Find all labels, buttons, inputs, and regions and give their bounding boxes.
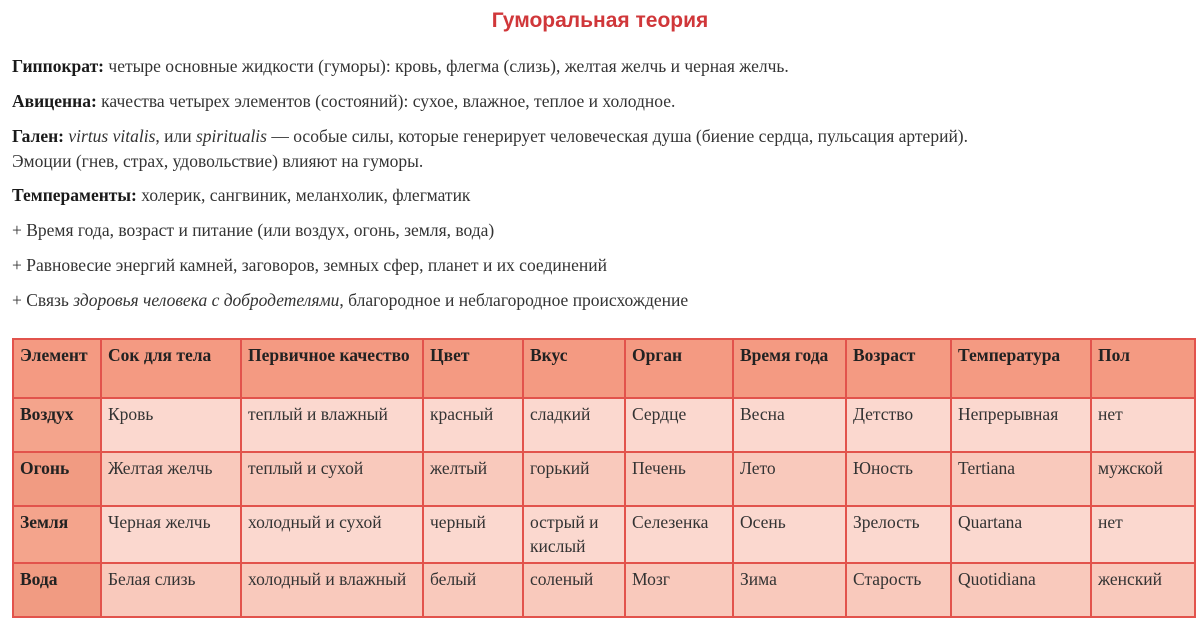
table-cell-element: Воздух <box>13 398 101 452</box>
plus-line-3 <box>12 288 1192 313</box>
header-age: Возраст <box>846 339 951 398</box>
table-cell: нет <box>1091 506 1195 563</box>
table-cell: желтый <box>423 452 523 506</box>
header-primary-quality: Первичное качество <box>241 339 423 398</box>
table-cell: Селезенка <box>625 506 733 563</box>
plus-line-3-suffix: , благородное и неблагородное происхождение <box>339 290 689 310</box>
header-body-fluid: Сок для тела <box>101 339 241 398</box>
temperaments-paragraph <box>12 183 1192 208</box>
table-cell: холодный и сухой <box>241 506 423 563</box>
table-cell: Мозг <box>625 563 733 617</box>
galen-paragraph <box>12 124 1192 174</box>
table-cell: острый и кислый <box>523 506 625 563</box>
plus-line-3-italic: здоровья человека с добродетелями <box>73 290 340 310</box>
table-header-row <box>13 339 1195 398</box>
plus-line-3-prefix: + Связь <box>12 290 74 310</box>
table-cell: Зрелость <box>846 506 951 563</box>
table-row <box>13 398 1195 452</box>
table-cell: Quartana <box>951 506 1091 563</box>
table-cell: Желтая желчь <box>101 452 241 506</box>
table-cell: черный <box>423 506 523 563</box>
table-cell: Осень <box>733 506 846 563</box>
header-temperature: Температура <box>951 339 1091 398</box>
header-organ: Орган <box>625 339 733 398</box>
table-cell: Сердце <box>625 398 733 452</box>
temperaments-label: Темпераменты: <box>12 185 137 205</box>
table-cell: холодный и влажный <box>241 563 423 617</box>
table-cell-element: Вода <box>13 563 101 617</box>
table-cell: Черная желчь <box>101 506 241 563</box>
avicenna-paragraph <box>12 89 1192 114</box>
table-cell: Кровь <box>101 398 241 452</box>
galen-text: — особые силы, которые генерирует человеческая душа (биение сердца, пульсация артерий). <box>266 126 969 146</box>
table-cell: Белая слизь <box>101 563 241 617</box>
table-cell: мужской <box>1091 452 1195 506</box>
table-cell: Весна <box>733 398 846 452</box>
table-row <box>13 563 1195 617</box>
header-season: Время года <box>733 339 846 398</box>
table-cell: Печень <box>625 452 733 506</box>
galen-term-2: spiritualis <box>195 126 267 146</box>
galen-text-line2: Эмоции (гнев, страх, удовольствие) влияют на гуморы. <box>12 151 424 171</box>
table-cell: Лето <box>733 452 846 506</box>
table-cell: белый <box>423 563 523 617</box>
table-cell: сладкий <box>523 398 625 452</box>
table-row <box>13 506 1195 563</box>
galen-label: Гален: <box>12 126 64 146</box>
page-title: Гуморальная теория <box>491 9 709 32</box>
table-cell: соленый <box>523 563 625 617</box>
hippocrates-text: четыре основные жидкости (гуморы): кровь, флегма (слизь), желтая желчь и черная желчь. <box>104 56 789 76</box>
plus-line-2: + Равновесие энергий камней, заговоров, земных сфер, планет и их соединений <box>12 255 607 275</box>
header-element: Элемент <box>13 339 101 398</box>
header-color: Цвет <box>423 339 523 398</box>
humor-table <box>12 338 1196 618</box>
table-cell: Старость <box>846 563 951 617</box>
table-cell: Непрерывная <box>951 398 1091 452</box>
avicenna-label: Авиценна: <box>12 91 97 111</box>
avicenna-text: качества четырех элементов (состояний): сухое, влажное, теплое и холодное. <box>96 91 676 111</box>
galen-connector: , или <box>155 126 196 146</box>
table-row <box>13 452 1195 506</box>
temperaments-text: холерик, сангвиник, меланхолик, флегматик <box>136 185 471 205</box>
table-cell-element: Огонь <box>13 452 101 506</box>
hippocrates-label: Гиппократ: <box>12 56 105 76</box>
table-cell: Tertiana <box>951 452 1091 506</box>
table-cell: горький <box>523 452 625 506</box>
table-cell: нет <box>1091 398 1195 452</box>
table-cell: Детство <box>846 398 951 452</box>
hippocrates-paragraph <box>12 54 1192 79</box>
table-cell: теплый и влажный <box>241 398 423 452</box>
table-cell: красный <box>423 398 523 452</box>
table-cell: Зима <box>733 563 846 617</box>
header-taste: Вкус <box>523 339 625 398</box>
galen-term-1: virtus vitalis <box>68 126 156 146</box>
header-sex: Пол <box>1091 339 1195 398</box>
table-cell: теплый и сухой <box>241 452 423 506</box>
table-cell: Юность <box>846 452 951 506</box>
table-cell: женский <box>1091 563 1195 617</box>
table-cell: Quotidiana <box>951 563 1091 617</box>
table-cell-element: Земля <box>13 506 101 563</box>
plus-line-1: + Время года, возраст и питание (или воздух, огонь, земля, вода) <box>12 220 495 240</box>
